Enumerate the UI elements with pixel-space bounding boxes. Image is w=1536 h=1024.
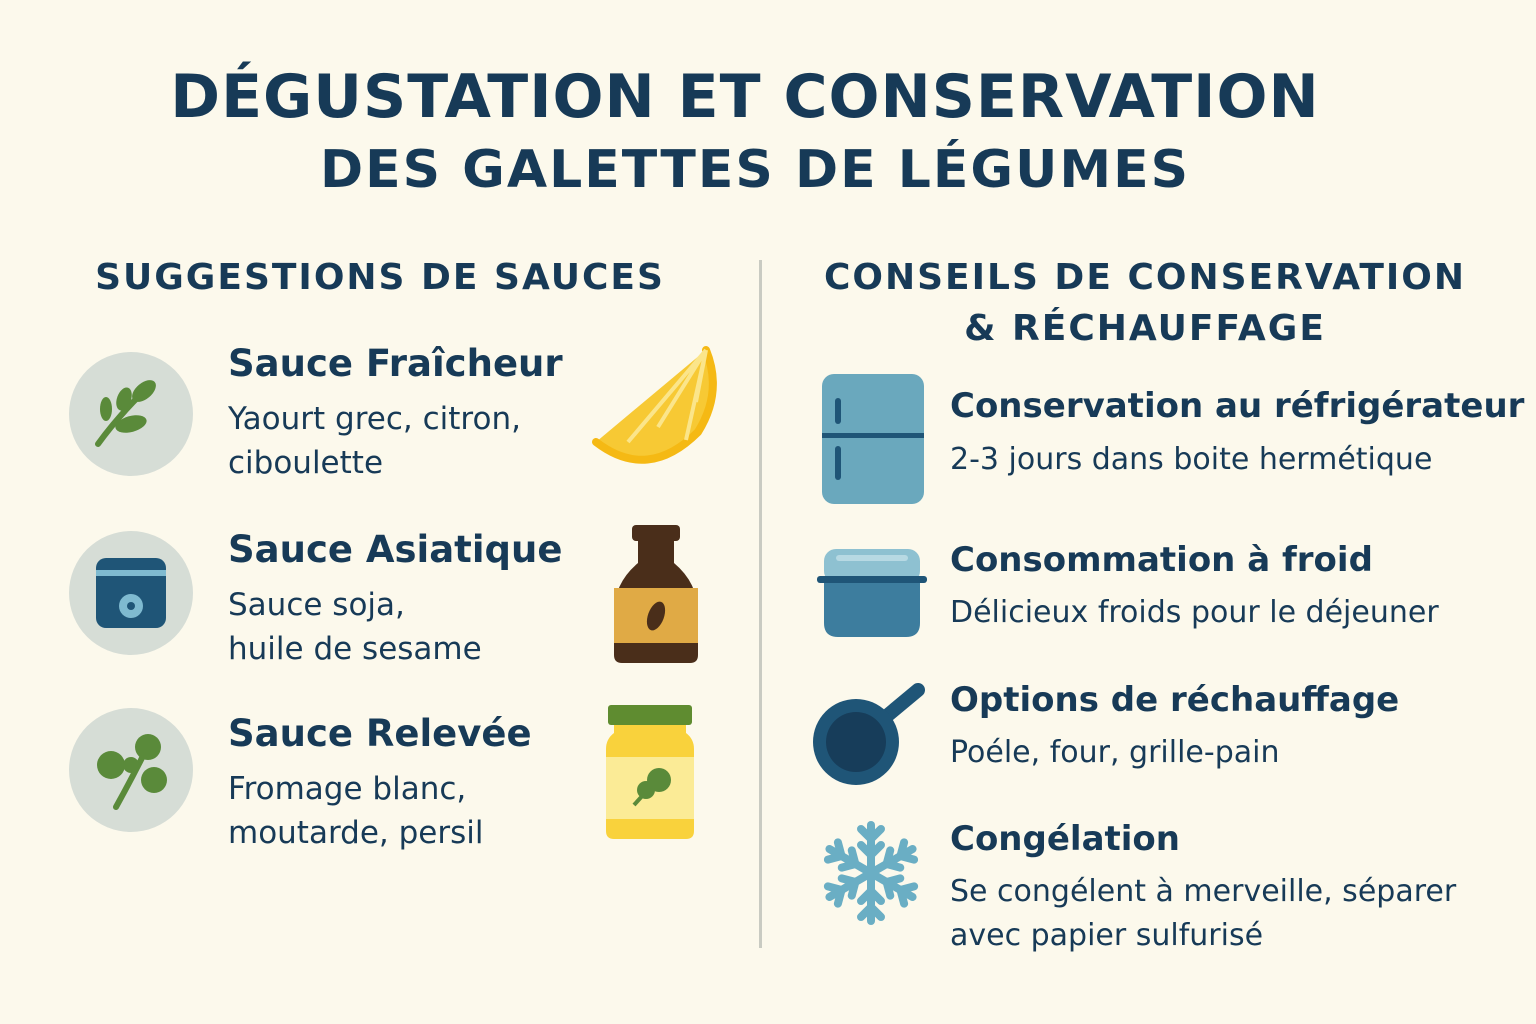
sauce-desc bbox=[228, 767, 484, 855]
storage-heading-line1: CONSEILS DE CONSERVATION bbox=[823, 257, 1467, 298]
sauce-desc-line: ciboulette bbox=[228, 445, 384, 481]
sauce-desc-line: Yaourt grec, citron, bbox=[228, 401, 521, 437]
lemon-icon bbox=[588, 342, 723, 472]
storage-desc-line: Se congélent à merveille, séparer bbox=[950, 874, 1457, 909]
sauce-desc-line: Fromage blanc, bbox=[228, 771, 467, 807]
storage-desc-line: avec papier sulfurisé bbox=[950, 918, 1264, 953]
container-icon bbox=[816, 547, 928, 639]
pan-icon bbox=[812, 680, 928, 786]
sauce-desc-line: huile de sesame bbox=[228, 631, 482, 667]
storage-title: Conservation au réfrigérateur bbox=[950, 386, 1525, 426]
storage-desc: Délicieux froids pour le déjeuner bbox=[950, 595, 1439, 630]
sauce-desc bbox=[228, 583, 482, 671]
storage-heading bbox=[800, 252, 1490, 354]
storage-desc: 2-3 jours dans boite hermétique bbox=[950, 442, 1433, 477]
storage-title: Consommation à froid bbox=[950, 540, 1373, 580]
storage-title: Congélation bbox=[950, 819, 1180, 859]
sauce-title: Sauce Relevée bbox=[228, 712, 532, 755]
sauce-desc bbox=[228, 397, 521, 485]
sauces-heading: SUGGESTIONS DE SAUCES bbox=[95, 257, 665, 298]
sauce-desc-line: Sauce soja, bbox=[228, 587, 405, 623]
jar-icon bbox=[69, 531, 193, 655]
mustard-jar-icon bbox=[604, 705, 696, 841]
page-title-line2: DES GALETTES DE LÉGUMES bbox=[319, 140, 1191, 200]
sauce-desc-line: moutarde, persil bbox=[228, 815, 484, 851]
column-divider bbox=[759, 260, 762, 948]
bottle-icon bbox=[612, 523, 700, 665]
storage-heading-line2: & RÉCHAUFFAGE bbox=[964, 308, 1326, 349]
storage-desc: Poéle, four, grille-pain bbox=[950, 735, 1280, 770]
fridge-icon bbox=[821, 373, 925, 505]
herb-icon bbox=[69, 352, 193, 476]
sauce-title: Sauce Fraîcheur bbox=[228, 342, 563, 385]
storage-title: Options de réchauffage bbox=[950, 680, 1400, 720]
snowflake-icon bbox=[822, 818, 920, 928]
sauce-title: Sauce Asiatique bbox=[228, 528, 563, 571]
parsley-icon bbox=[69, 708, 193, 832]
storage-desc bbox=[950, 870, 1456, 958]
page-title-line1: DÉGUSTATION ET CONSERVATION bbox=[170, 62, 1320, 132]
